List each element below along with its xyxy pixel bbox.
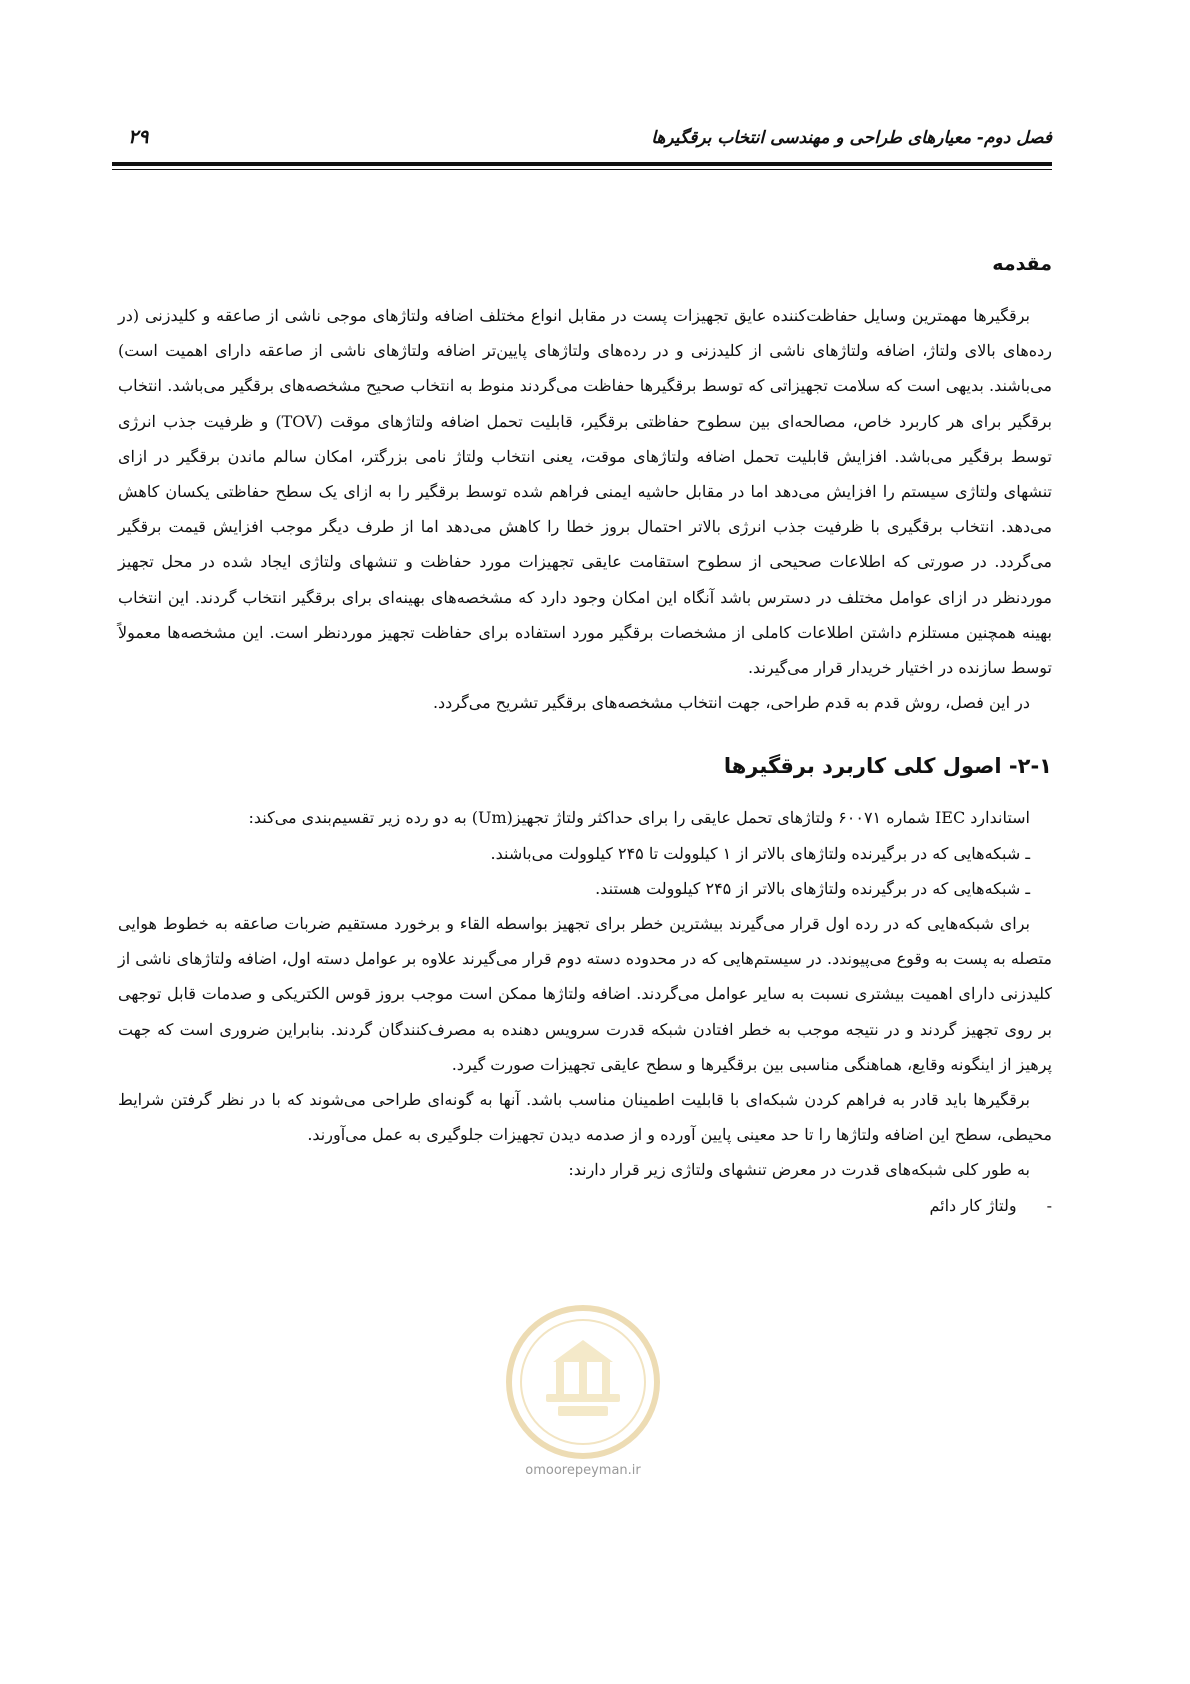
standard-line: استاندارد IEC شماره ۶۰۰۷۱ ولتاژهای تحمل عایقی را برای حداکثر ولتاژ تجهیز(Um) به دو رده زیر تقسیم‌بندی می‌کند: [248,808,1030,828]
paragraph-4: برقگیرها باید قادر به فراهم کردن شبکه‌ای با قابلیت اطمینان مناسب باشد. آنها به گونه‌ای طراحی می‌شوند که با در نظر گرفتن شرایط محیطی، سطح این اضافه ولتاژها را تا حد معینی پایین آورده و از صدمه دیدن تجهیزات جلوگیری به عمل می‌آورند. [118,1090,1052,1145]
running-header [112,128,1052,158]
list-dash: - [1046,1195,1052,1215]
category-1: ـ شبکه‌هایی که در برگیرنده ولتاژهای بالاتر از ۱ کیلوولت تا ۲۴۵ کیلوولت می‌باشند. [490,843,1030,863]
list-item [118,1188,1052,1223]
list-item-label: ولتاژ کار دائم [929,1195,1017,1215]
page-number: ۲۹ [128,126,149,148]
section-heading: ۲-۱- اصول کلی کاربرد برقگیرها [723,754,1052,779]
paragraph-3: برای شبکه‌هایی که در رده اول قرار می‌گیرند بیشترین خطر برای تجهیز بواسطه القاء و برخورد مستقیم ضربات صاعقه به خطوط هوایی متصله به پست به وقوع می‌پیوندد. در سیستم‌هایی که در محدوده دسته دوم قرار می‌گیرند علاوه بر عوامل دسته اول، اضافه ولتاژهای ناشی از کلیدزنی دارای اهمیت بیشتری نسبت به سایر عوامل می‌گردند. اضافه ولتاژها ممکن است موجب بروز قوس الکتریکی و صدمات قابل توجهی بر روی تجهیز گردند و در نتیجه موجب به خطر افتادن شبکه قدرت سرویس دهنده به مصرف‌کنندگان گردند. بنابراین ضروری است که جهت پرهیز از اینگونه وقایع، هماهنگی مناسبی بین برقگیرها و سطح عایقی تجهیزات صورت گیرد. [118,914,1052,1074]
intro-heading: مقدمه [992,253,1052,275]
watermark-seal-icon [498,1302,668,1462]
watermark-url: omoorepeyman.ir [525,1463,641,1478]
running-title: فصل دوم- معیارهای طراحی و مهندسی انتخاب برقگیرها [651,128,1052,148]
stress-intro: به طور کلی شبکه‌های قدرت در معرض تنشهای ولتاژی زیر قرار دارند: [568,1160,1030,1180]
page-body [118,246,1052,1223]
intro-paragraph-1: برقگیرها مهمترین وسایل حفاظت‌کننده عایق تجهیزات پست در مقابل انواع مختلف اضافه ولتاژهای موجی ناشی از صاعقه و کلیدزنی (در رده‌های بالای ولتاژ، اضافه ولتاژهای ناشی از کلیدزنی و در رده‌های ولتاژهای پایین‌تر اضافه ولتاژهای ناشی از صاعقه دارای اهمیت است) می‌باشند. بدیهی است که سلامت تجهیزاتی که توسط برقگیرها حفاظت می‌گردند منوط به انتخاب صحیح مشخصه‌های برقگیر می‌باشد. انتخاب برقگیر برای هر کاربرد خاص، مصالحه‌ای بین سطوح حفاظتی برقگیر، قابلیت تحمل اضافه ولتاژهای موقت (TOV) و ظرفیت جذب انرژی توسط برقگیر می‌باشد. افزایش قابلیت تحمل اضافه ولتاژهای موقت، یعنی انتخاب ولتاژ نامی بزرگتر، امکان سالم ماندن برقگیر در ازای تنشهای ولتاژی سیستم را افزایش می‌دهد اما در مقابل حاشیه ایمنی فراهم شده توسط برقگیر را به ازای یک سطح حفاظتی یکسان کاهش می‌دهد. انتخاب برقگیری با ظرفیت جذب انرژی بالاتر احتمال بروز خطا را کاهش می‌دهد اما از طرف دیگر موجب افزایش قیمت برقگیر می‌گردد. در صورتی که اطلاعات صحیحی از سطوح استقامت عایقی تجهیزات مورد حفاظت و تنشهای ولتاژی ایجاد شده در محل تجهیز موردنظر در ازای عوامل مختلف در دسترس باشد آنگاه این امکان وجود دارد که مشخصه‌های بهینه‌ای برای برقگیر انتخاب گردند. این انتخاب بهینه همچنین مستلزم داشتن اطلاعات کاملی از مشخصات برقگیر مورد استفاده برای حفاظت تجهیز موردنظر است. این مشخصه‌ها معمولاً توسط سازنده در اختیار خریدار قرار می‌گیرند. [118,306,1053,678]
header-rule-thin [112,169,1052,170]
intro-paragraph-2: در این فصل، روش قدم به قدم طراحی، جهت انتخاب مشخصه‌های برقگیر تشریح می‌گردد. [432,693,1030,713]
category-2: ـ شبکه‌هایی که در برگیرنده ولتاژهای بالاتر از ۲۴۵ کیلوولت هستند. [595,878,1030,898]
header-rule-thick [112,162,1052,166]
